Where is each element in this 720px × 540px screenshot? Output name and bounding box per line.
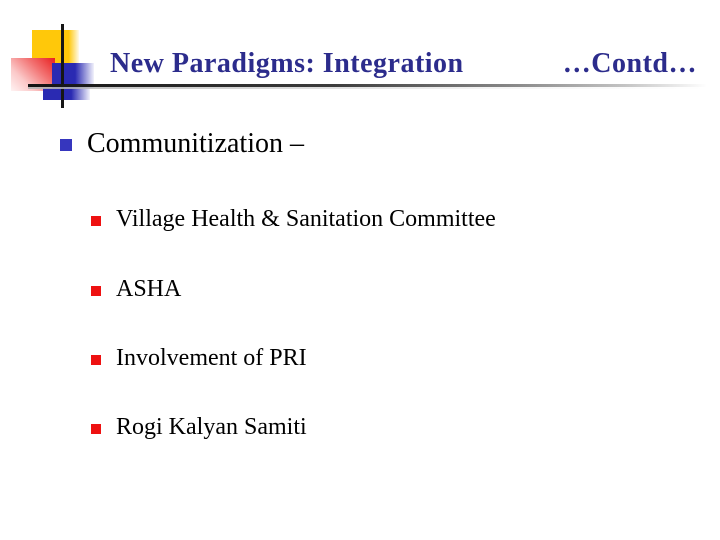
slide-title-contd: …Contd…	[562, 48, 697, 79]
list-item	[91, 206, 496, 233]
logo-vertical-line	[61, 24, 64, 108]
title-row	[110, 48, 697, 80]
square-bullet-icon	[91, 424, 101, 434]
list-item	[91, 414, 307, 441]
title-underline-rule-highlight	[28, 87, 707, 89]
square-bullet-icon	[91, 216, 101, 226]
list-item	[91, 276, 181, 303]
square-bullet-icon	[91, 355, 101, 365]
list-item-label: ASHA	[116, 276, 182, 302]
square-bullet-icon	[91, 286, 101, 296]
list-item-label: Village Health & Sanitation Committee	[116, 206, 496, 232]
list-item-label: Rogi Kalyan Samiti	[116, 414, 307, 440]
heading-label: Communitization –	[87, 128, 304, 159]
slide-title: New Paradigms: Integration	[110, 48, 464, 79]
square-bullet-icon	[60, 139, 72, 151]
list-item-heading	[60, 128, 304, 160]
logo-blue-strip	[43, 88, 90, 100]
list-item	[91, 345, 307, 372]
list-item-label: Involvement of PRI	[116, 345, 307, 371]
